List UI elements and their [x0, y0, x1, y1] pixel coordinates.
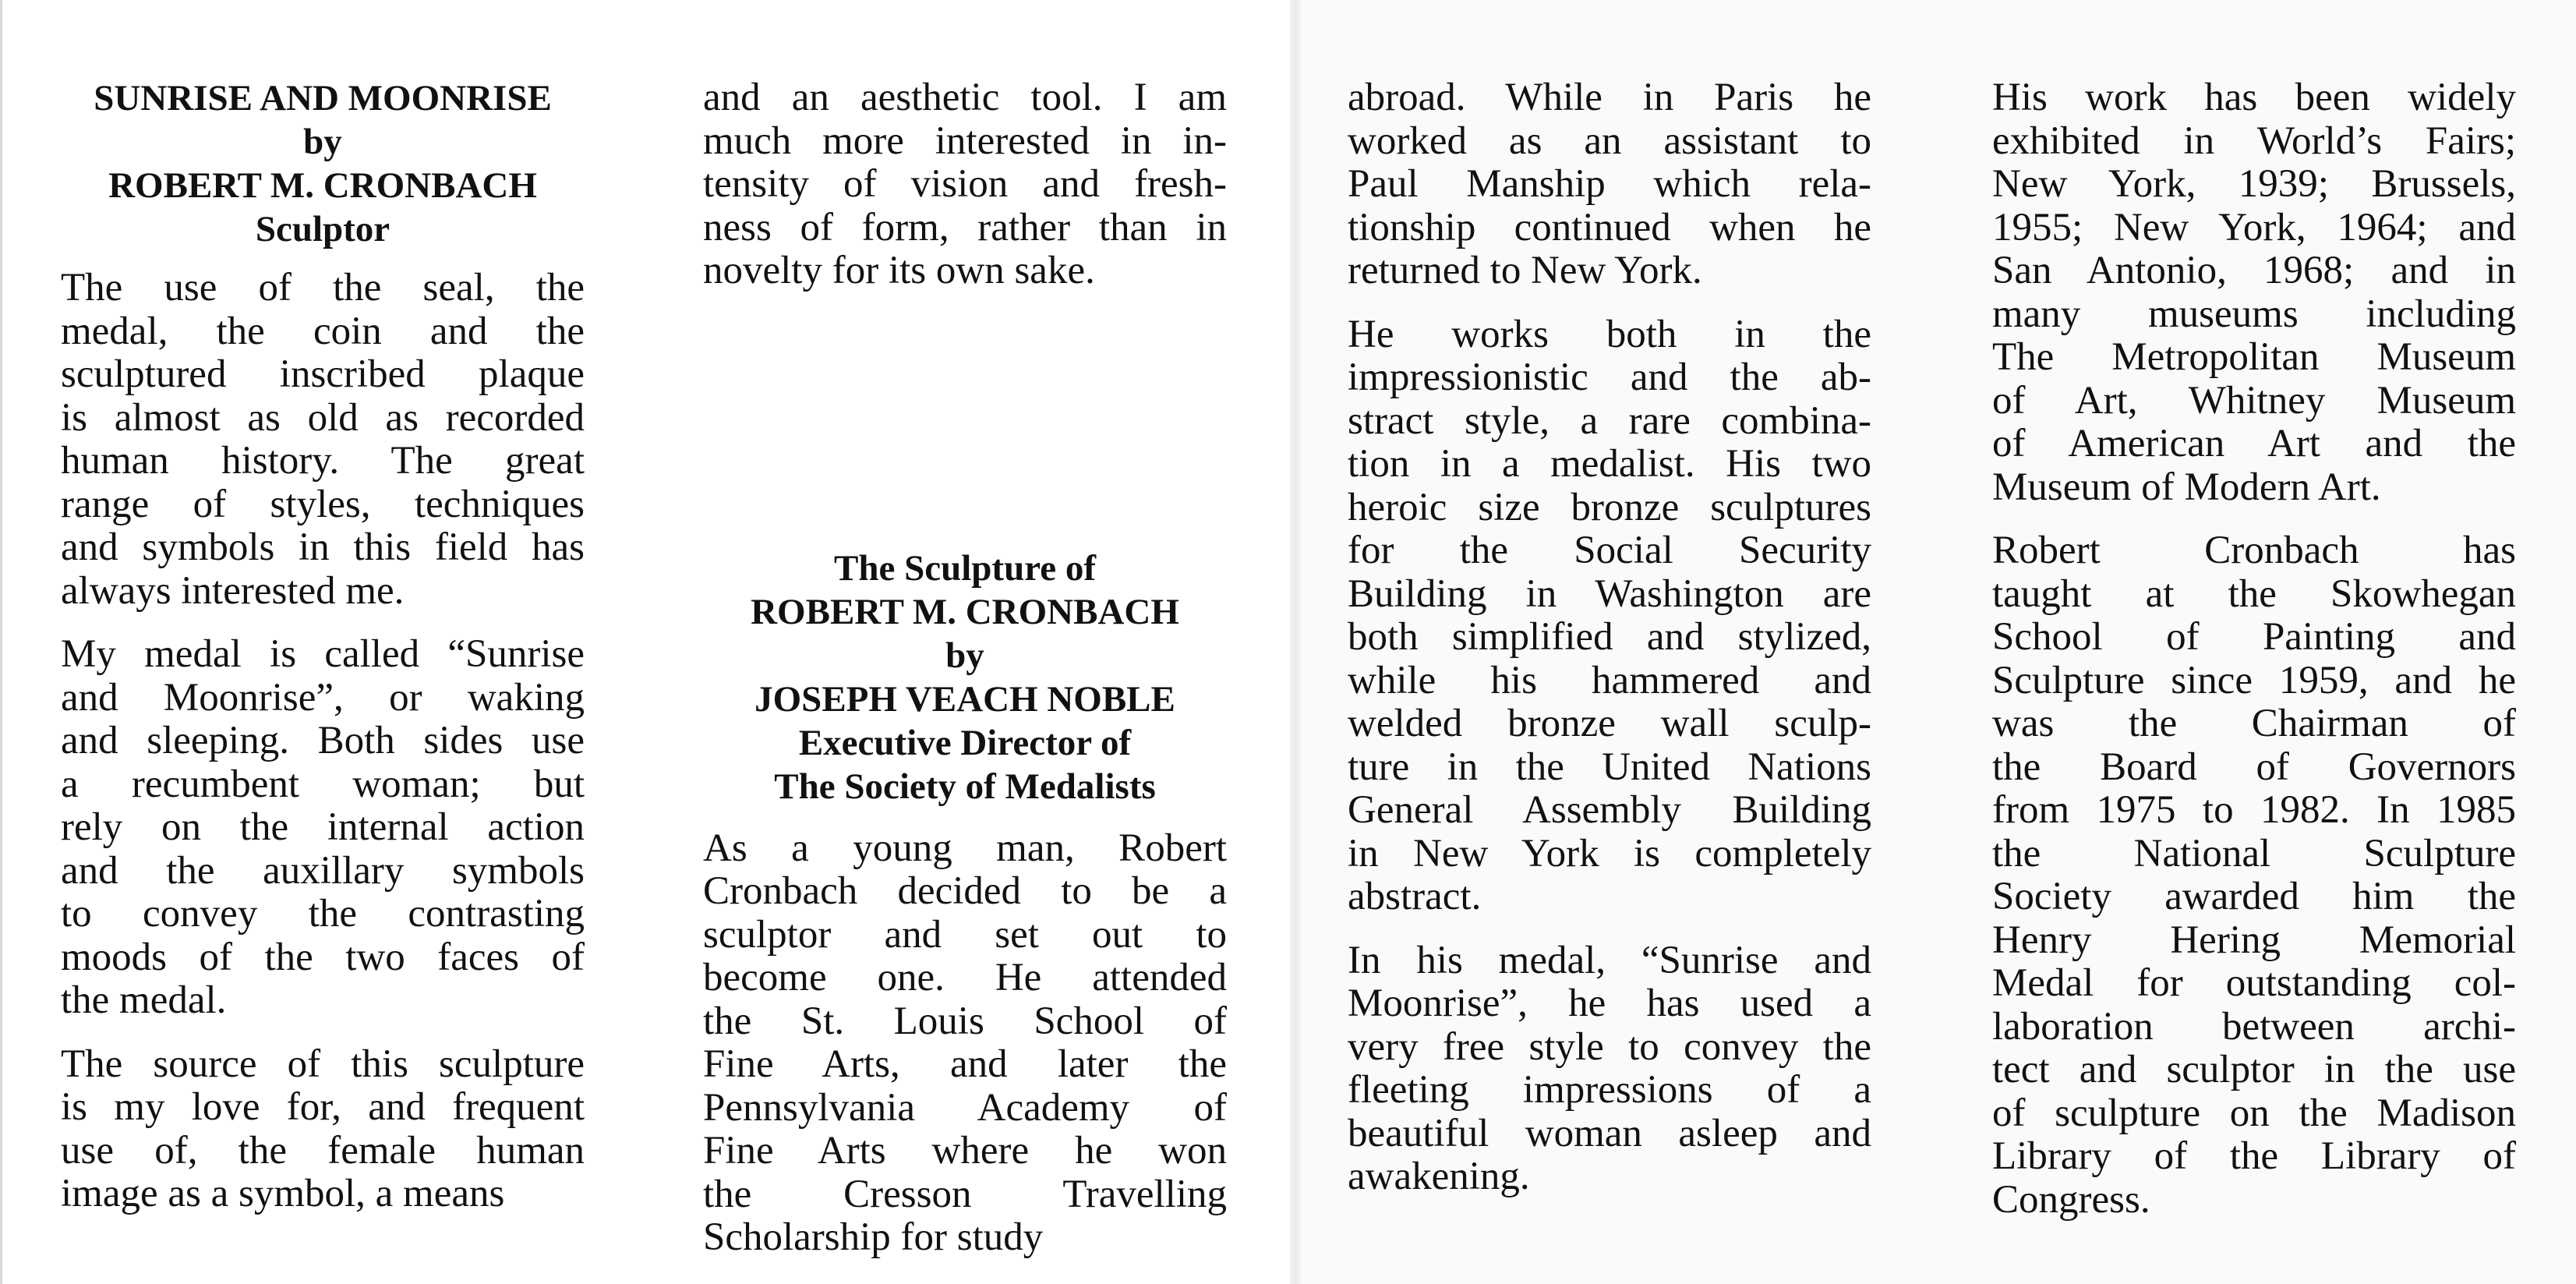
- text-line: The Metropolitan Museum: [1992, 335, 2516, 379]
- text-line: human history. The great: [61, 439, 585, 483]
- heading-line: by: [303, 122, 342, 162]
- text-line: the medal.: [61, 978, 227, 1022]
- paragraph: [1348, 939, 1871, 1199]
- text-line: stract style, a rare combina-: [1348, 398, 1871, 443]
- column-4: [1992, 76, 2516, 1242]
- text-line: a recumbent woman; but: [61, 762, 585, 806]
- text-line: of Art, Whitney Museum: [1992, 378, 2516, 423]
- text-line: abstract.: [1348, 875, 1482, 918]
- text-line: Henry Hering Memorial: [1992, 918, 2516, 962]
- text-line: General Assembly Building: [1348, 788, 1871, 832]
- heading-line: The Sculpture of: [834, 547, 1096, 589]
- heading-line: The Society of Medalists: [774, 766, 1156, 807]
- text-line: Paul Manship which rela-: [1348, 162, 1871, 206]
- heading-line: JOSEPH VEACH NOBLE: [754, 678, 1175, 720]
- text-line: The source of this sculpture: [61, 1042, 585, 1086]
- text-line: Fine Arts where he won: [703, 1129, 1227, 1173]
- text-line: use of, the female human: [61, 1128, 585, 1173]
- paragraph: [703, 76, 1227, 293]
- text-line: laboration between archi-: [1992, 1004, 2516, 1049]
- text-line: Building in Washington are: [1348, 571, 1871, 616]
- article-heading: [703, 546, 1227, 808]
- text-line: abroad. While in Paris he: [1348, 76, 1871, 119]
- text-line: taught at the Skowhegan: [1992, 571, 2516, 616]
- paragraph: [1348, 313, 1871, 919]
- text-line: Moonrise”, he has used a: [1348, 982, 1871, 1025]
- text-line: and symbols in this field has: [61, 525, 585, 569]
- text-line: rely on the internal action: [61, 805, 585, 849]
- heading-line: SUNRISE AND MOONRISE: [94, 78, 552, 118]
- text-line: become one. He attended: [703, 956, 1227, 999]
- text-line: tionship continued when he: [1348, 205, 1871, 249]
- text-line: Scholarship for study: [703, 1215, 1044, 1259]
- text-line: the St. Louis School of: [703, 999, 1227, 1043]
- text-line: tensity of vision and fresh-: [703, 162, 1227, 206]
- text-line: Cronbach decided to be a: [703, 869, 1227, 913]
- text-line: of sculpture on the Madison: [1992, 1091, 2516, 1135]
- heading-line: ROBERT M. CRONBACH: [108, 165, 537, 206]
- paragraph: [1992, 529, 2516, 1222]
- text-line: My medal is called “Sunrise: [61, 632, 585, 676]
- text-line: tect and sculptor in the use: [1992, 1048, 2516, 1091]
- text-line: and Moonrise”, or waking: [61, 675, 585, 720]
- paragraph: [61, 267, 585, 613]
- text-line: exhibited in World’s Fairs;: [1992, 118, 2516, 163]
- text-line: San Antonio, 1968; and in: [1992, 249, 2516, 292]
- text-line: to convey the contrasting: [61, 892, 585, 936]
- text-line: while his hammered and: [1348, 658, 1871, 702]
- text-line: both simplified and stylized,: [1348, 615, 1871, 659]
- page-edge: [0, 0, 2, 1284]
- text-line: 1955; New York, 1964; and: [1992, 205, 2516, 249]
- text-line: heroic size bronze sculptures: [1348, 485, 1871, 529]
- text-line: range of styles, techniques: [61, 482, 585, 526]
- text-line: sculptured inscribed plaque: [61, 352, 585, 396]
- text-line: the Board of Governors: [1992, 745, 2516, 789]
- paragraph: [703, 827, 1227, 1260]
- column-2: [703, 76, 1227, 1280]
- text-line: Museum of Modern Art.: [1992, 465, 2381, 509]
- text-line: and an aesthetic tool. I am: [703, 76, 1227, 119]
- text-line: for the Social Security: [1348, 529, 1871, 572]
- text-line: the Cresson Travelling: [703, 1172, 1227, 1216]
- text-line: worked as an assistant to: [1348, 118, 1871, 163]
- text-line: was the Chairman of: [1992, 702, 2516, 745]
- text-line: always interested me.: [61, 568, 405, 613]
- text-line: tion in a medalist. His two: [1348, 442, 1871, 486]
- text-line: sculptor and set out to: [703, 912, 1227, 957]
- text-line: Fine Arts, and later the: [703, 1042, 1227, 1086]
- text-line: Library of the Library of: [1992, 1134, 2516, 1178]
- text-line: is my love for, and frequent: [61, 1085, 585, 1129]
- text-line: novelty for its own sake.: [703, 249, 1095, 292]
- paragraph: [1992, 76, 2516, 509]
- text-line: moods of the two faces of: [61, 935, 585, 979]
- heading-line: by: [945, 635, 984, 676]
- text-line: Society awarded him the: [1992, 875, 2516, 918]
- text-line: Robert Cronbach has: [1992, 529, 2516, 572]
- medal-title-heading: [61, 76, 585, 251]
- text-line: many museums including: [1992, 292, 2516, 336]
- text-line: and the auxillary symbols: [61, 848, 585, 893]
- text-line: image as a symbol, a means: [61, 1172, 505, 1215]
- paragraph: [61, 1043, 585, 1216]
- text-line: New York, 1939; Brussels,: [1992, 162, 2516, 206]
- text-line: Sculpture since 1959, and he: [1992, 658, 2516, 702]
- center-fold: [1290, 0, 1301, 1284]
- text-line: ness of form, rather than in: [703, 205, 1227, 249]
- text-line: the National Sculpture: [1992, 831, 2516, 875]
- text-line: and sleeping. Both sides use: [61, 719, 585, 762]
- column-1: [61, 76, 585, 1236]
- column-3: [1348, 76, 1871, 1219]
- text-line: ture in the United Nations: [1348, 745, 1871, 789]
- text-line: returned to New York.: [1348, 249, 1702, 292]
- text-line: fleeting impressions of a: [1348, 1068, 1871, 1112]
- text-line: very free style to convey the: [1348, 1024, 1871, 1069]
- text-line: welded bronze wall sculp-: [1348, 702, 1871, 745]
- text-line: of American Art and the: [1992, 422, 2516, 465]
- heading-line: Executive Director of: [798, 722, 1132, 763]
- text-line: much more interested in in-: [703, 118, 1227, 163]
- text-line: Pennsylvania Academy of: [703, 1085, 1227, 1130]
- text-line: In his medal, “Sunrise and: [1348, 938, 1871, 982]
- text-line: Medal for outstanding col-: [1992, 961, 2516, 1005]
- text-line: medal, the coin and the: [61, 309, 585, 353]
- paragraph: [1348, 76, 1871, 293]
- paragraph: [61, 633, 585, 1023]
- text-line: School of Painting and: [1992, 615, 2516, 659]
- text-line: awakening.: [1348, 1155, 1530, 1198]
- text-line: beautiful woman asleep and: [1348, 1111, 1871, 1155]
- heading-line: ROBERT M. CRONBACH: [751, 591, 1179, 632]
- text-line: He works both in the: [1348, 312, 1871, 356]
- text-line: His work has been widely: [1992, 76, 2516, 119]
- text-line: The use of the seal, the: [61, 266, 585, 310]
- text-line: is almost as old as recorded: [61, 395, 585, 440]
- heading-line: Sculptor: [255, 209, 390, 249]
- text-line: in New York is completely: [1348, 831, 1871, 875]
- text-line: As a young man, Robert: [703, 826, 1227, 870]
- text-line: impressionistic and the ab-: [1348, 355, 1871, 399]
- text-line: from 1975 to 1982. In 1985: [1992, 788, 2516, 832]
- text-line: Congress.: [1992, 1177, 2150, 1222]
